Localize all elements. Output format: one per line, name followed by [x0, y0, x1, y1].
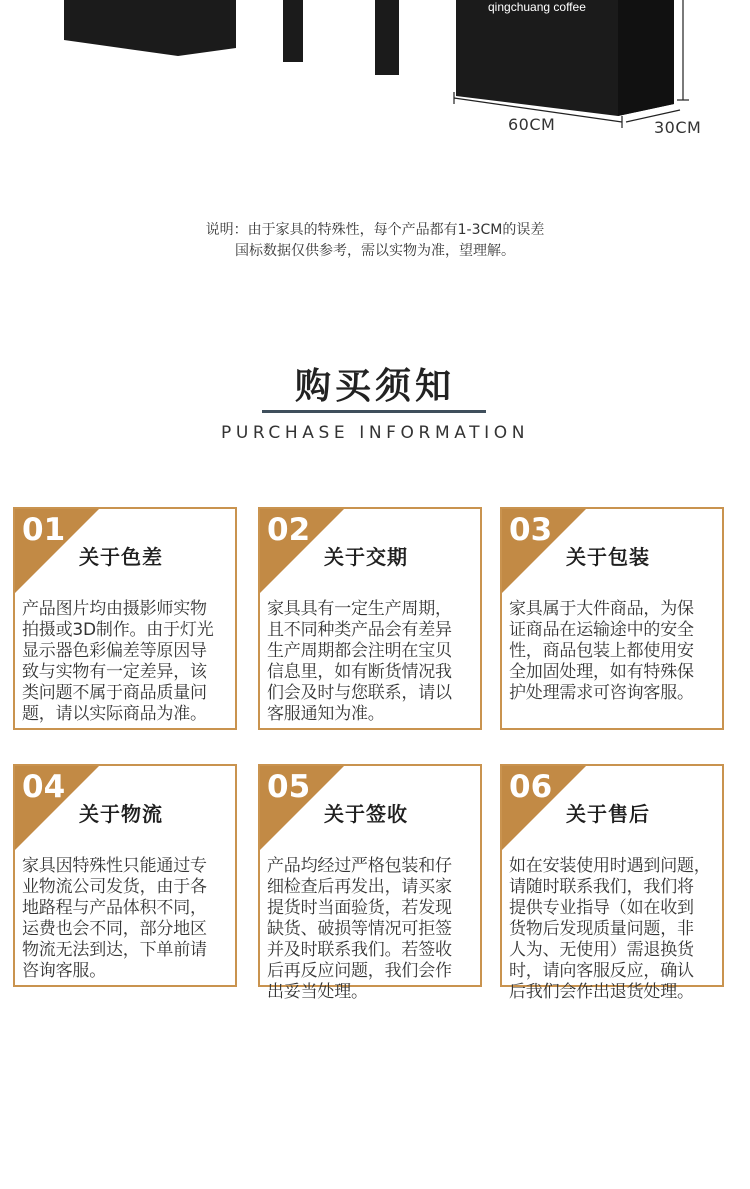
card-line: 并及时联系我们。若签收: [267, 940, 452, 960]
product-image: [0, 0, 750, 150]
card-line: 细检查后再发出，请买家: [267, 877, 452, 897]
card-number: 03: [509, 512, 553, 548]
card-title: 关于售后: [566, 802, 650, 826]
card-line: 客服通知为准。: [267, 704, 385, 724]
card-line: 后再反应问题，我们会作: [267, 961, 452, 981]
card-line: 信息里，如有断货情况我: [267, 662, 452, 682]
card-line: 咨询客服。: [22, 961, 106, 981]
card-body: [22, 856, 238, 982]
depth-dimension: 30CM: [654, 118, 702, 137]
card-body: [509, 856, 725, 1003]
card-line: 性，商品包装上都使用安: [509, 641, 694, 661]
info-card-color: [13, 507, 237, 730]
card-number: 06: [509, 769, 553, 805]
section-title: 购买须知: [294, 366, 455, 407]
card-line: 护处理需求可咨询客服。: [509, 683, 694, 703]
info-card-delivery: [258, 507, 482, 730]
card-line: 且不同种类产品会有差异: [267, 620, 452, 640]
card-line: 请随时联系我们，我们将: [509, 877, 694, 897]
card-body: [267, 599, 483, 725]
card-line: 家具具有一定生产周期，: [267, 599, 452, 619]
info-card-logistics: [13, 764, 237, 987]
card-line: 全加固处理，如有特殊保: [509, 662, 694, 682]
card-line: 产品均经过严格包装和仔: [267, 856, 452, 876]
card-number: 02: [267, 512, 311, 548]
info-card-packaging: [500, 507, 724, 730]
card-line: 产品图片均由摄影师实物: [22, 599, 207, 619]
section-subtitle: PURCHASE INFORMATION: [220, 423, 530, 443]
desk-drawing: [0, 0, 750, 150]
card-title: 关于物流: [79, 802, 163, 826]
card-title: 关于包装: [566, 545, 650, 569]
card-line: 生产周期都会注明在宝贝: [267, 641, 452, 661]
card-line: 后我们会作出退货处理。: [509, 982, 694, 1002]
card-body: [22, 599, 238, 725]
card-line: 证商品在运输途中的安全: [509, 620, 694, 640]
info-card-aftersales: [500, 764, 724, 1002]
card-line: 缺货、破损等情况可拒签: [267, 919, 452, 939]
card-number: 05: [267, 769, 311, 805]
width-dimension: 60CM: [508, 115, 556, 134]
card-line: 拍摄或3D制作。由于灯光: [22, 620, 214, 640]
card-line: 显示器色彩偏差等原因导: [22, 641, 207, 661]
card-title: 关于色差: [79, 545, 163, 569]
card-number: 01: [22, 512, 66, 548]
card-line: 运费也会不同，部分地区: [22, 919, 207, 939]
brand-text: qingchuang coffee: [488, 0, 586, 14]
card-line: 提货时当面验货，若发现: [267, 898, 452, 918]
card-line: 类问题不属于商品质量问: [22, 683, 207, 703]
card-line: 家具因特殊性只能通过专: [22, 856, 207, 876]
card-body: [509, 599, 725, 704]
info-card-signing: [258, 764, 482, 1002]
card-line: 家具属于大件商品，为保: [509, 599, 694, 619]
card-line: 业物流公司发货，由于各: [22, 877, 207, 897]
note-line: 国标数据仅供参考，需以实物为准，望理解。: [235, 243, 515, 259]
card-line: 地路程与产品体积不同，: [22, 898, 207, 918]
card-title: 关于签收: [324, 802, 408, 826]
card-line: 货物后发现质量问题，非: [509, 919, 694, 939]
card-line: 时，请向客服反应，确认: [509, 961, 694, 981]
card-line: 人为、无使用）需退换货: [509, 940, 694, 960]
card-line: 致与实物有一定差异，该: [22, 662, 207, 682]
card-line: 题，请以实际商品为准。: [22, 704, 207, 724]
card-line: 出妥当处理。: [267, 982, 368, 1002]
card-number: 04: [22, 769, 66, 805]
card-line: 如在安装使用时遇到问题，: [509, 856, 711, 876]
note-line: 说明：由于家具的特殊性，每个产品都有1-3CM的误差: [205, 222, 545, 238]
card-body: [267, 856, 483, 1003]
tolerance-note: [0, 220, 750, 262]
title-underline: [262, 410, 486, 413]
card-line: 物流无法到达，下单前请: [22, 940, 207, 960]
card-line: 们会及时与您联系，请以: [267, 683, 452, 703]
card-title: 关于交期: [324, 545, 408, 569]
card-line: 提供专业指导（如在收到: [509, 898, 694, 918]
